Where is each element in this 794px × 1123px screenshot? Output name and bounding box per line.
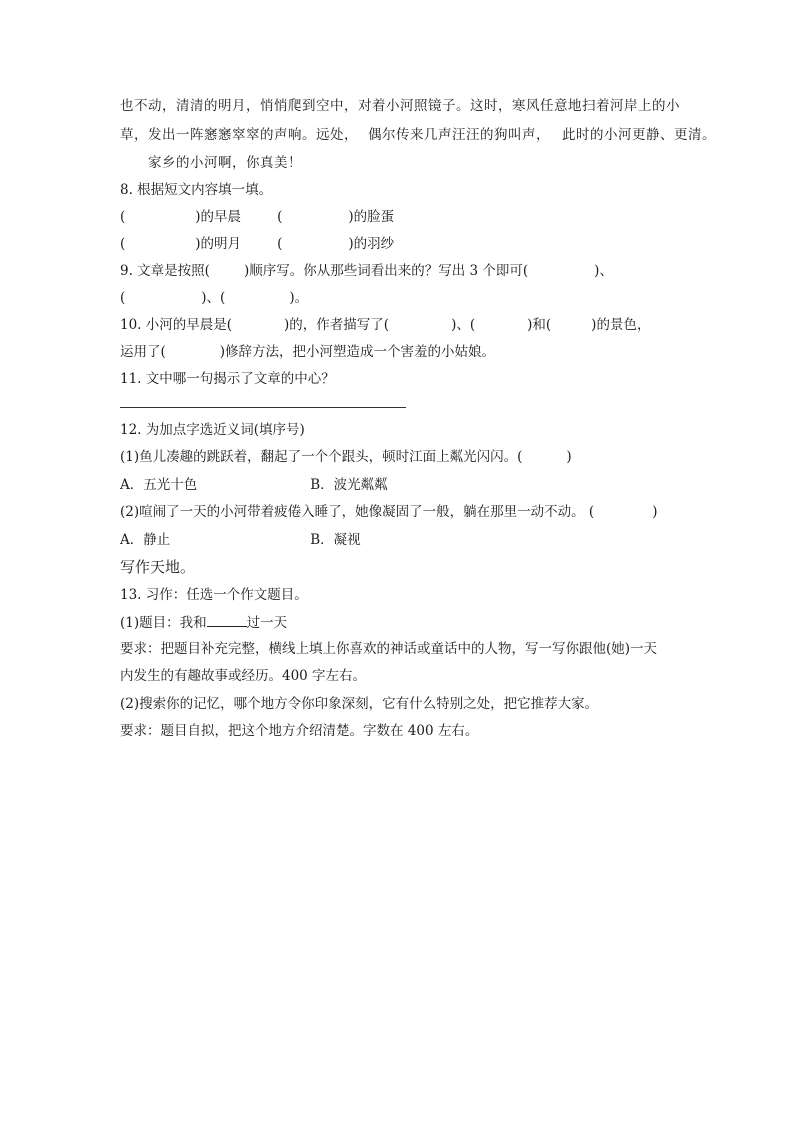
q12-s2a: (2)喧闹了一天的小河带着疲倦入睡了，她像凝固了一般，躺在那里一动不动。 ( [120,504,595,520]
q8-r2d: )的羽纱 [348,236,395,252]
q9-l1c: )、 [594,263,613,279]
q10-l1d: )和( [527,317,552,333]
passage-line-2c: 此时的小河更静、更清。 [562,127,716,143]
q13-req-1a: 要求：把题目补充完整，横线上填上你喜欢的神话或童话中的人物，写一写你跟他(她)一天 [120,641,658,657]
passage-line-2b: 偶尔传来几声汪汪的狗叫声， [368,127,550,143]
passage-line-2 [120,125,716,145]
q12-s1-option-b: B．波光粼粼 [310,477,388,493]
q13-topic-1 [120,612,680,633]
q13-req-2: 要求：题目自拟，把这个地方介绍清楚。字数在 400 左右。 [120,723,479,739]
q13-t1b: 过一天 [246,615,288,631]
q12-options-1 [120,475,680,495]
q12-sentence-2 [120,502,680,522]
q10-line-1 [120,315,680,335]
q10-l1c: )、( [451,317,476,333]
q9-line-1 [120,261,680,281]
q12-s2b: ) [652,504,658,520]
q11-title: 11. 文中哪一句揭示了文章的中心？ [120,371,335,387]
q10-line-2 [120,342,680,362]
q10-l1a: 10. 小河的早晨是( [120,317,233,333]
q8-r1a: ( [120,209,126,225]
q13-t1a: (1)题目：我和 [120,615,207,631]
q8-r1b: )的早晨 [195,209,242,225]
q9-line-2 [120,288,680,308]
q13-blank[interactable] [207,612,247,627]
q12-title: 12. 为加点字选近义词(填序号) [120,422,305,438]
q8-r2c: ( [277,236,283,252]
q8-r2a: ( [120,236,126,252]
q12-s1b: ) [566,449,572,465]
q10-l1e: )的景色， [591,317,651,333]
q12-options-2 [120,530,680,550]
q12-s2-option-a: A．静止 [120,532,171,548]
q10-l2a: 运用了( [120,344,166,360]
q8-row-1 [120,207,680,227]
q11-answer-line[interactable] [120,407,406,408]
q10-l2b: )修辞方法，把小河塑造成一个害羞的小姑娘。 [219,344,496,360]
q8-r2b: )的明月 [195,236,242,252]
q13-req-1b: 内发生的有趣故事或经历。400 字左右。 [120,668,367,684]
q13-title: 13. 习作：任选一个作文题目。 [120,587,308,603]
q8-r1d: )的脸蛋 [348,209,395,225]
q9-l1a: 9. 文章是按照( [120,263,210,279]
q12-s2-option-b: B．凝视 [310,532,361,548]
q9-l1b: )顺序写。你从那些词看出来的？写出 3 个即可( [243,263,529,279]
q8-row-2 [120,234,680,254]
passage-line-2a: 草，发出一阵窸窸窣窣的声响。远处， [120,127,358,143]
q12-sentence-1 [120,447,680,467]
q12-s1-option-a: A．五光十色 [120,477,198,493]
passage-line-3: 家乡的小河啊，你真美！ [148,155,302,171]
q8-title: 8. 根据短文内容填一填。 [120,182,273,198]
q9-l2b: )、( [201,290,226,306]
passage-line-1: 也不动，清清的明月，悄悄爬到空中，对着小河照镜子。这时，寒风任意地扫着河岸上的小 [120,98,680,114]
q13-topic-2: (2)搜索你的记忆，哪个地方令你印象深刻，它有什么特别之处，把它推荐大家。 [120,696,599,712]
q9-l2c: )。 [289,290,309,306]
section-title: 写作天地。 [120,558,196,576]
q10-l1b: )的，作者描写了( [284,317,390,333]
q12-s1a: (1)鱼儿凑趣的跳跃着，翻起了一个个跟头，顿时江面上粼光闪闪。( [120,449,523,465]
q9-l2a: ( [120,290,126,306]
q8-r1c: ( [277,209,283,225]
